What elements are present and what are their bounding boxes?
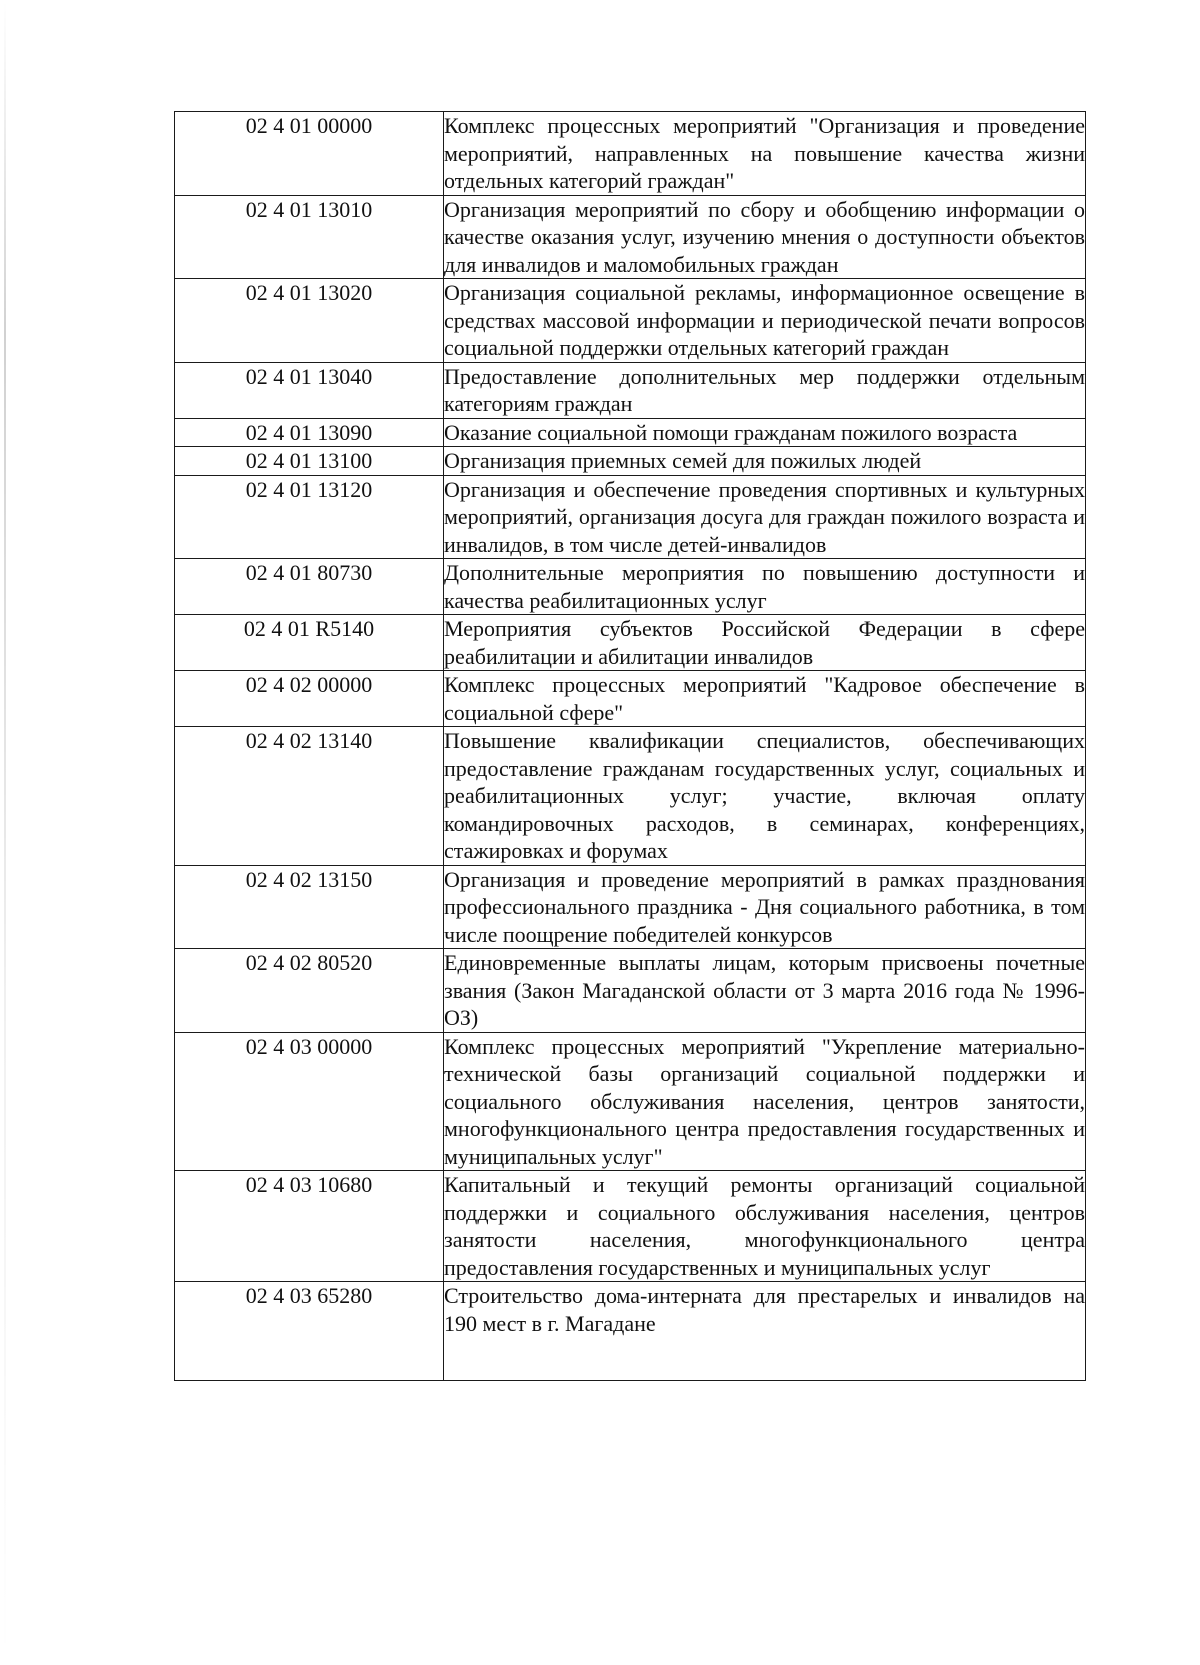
code-cell: 02 4 02 13150 [175,865,444,949]
code-cell: 02 4 01 R5140 [175,615,444,671]
description-cell: Капитальный и текущий ремонты организаций социальной поддержки и социального обслуживания населения, центров занятости населения, многофункционального центра предоставления государственных и муниципальных услуг [444,1172,1085,1280]
description-cell: Дополнительные мероприятия по повышению доступности и качества реабилитационных услуг [444,560,1085,613]
code-cell: 02 4 01 13120 [175,475,444,559]
description-cell: Комплекс процессных мероприятий "Укрепление материально-технической базы организаций социальной поддержки и социального обслуживания населения, центров занятости, многофункционального центра предоставления государственных и муниципальных услуг" [444,1033,1085,1169]
code-cell: 02 4 01 00000 [175,112,444,196]
code-cell: 02 4 02 13140 [175,727,444,866]
code-cell: 02 4 01 80730 [175,559,444,615]
table-row [175,475,1086,559]
description-cell: Единовременные выплаты лицам, которым присвоены почетные звания (Закон Магаданской области от 3 марта 2016 года № 1996-ОЗ) [444,950,1085,1030]
code-cell: 02 4 03 65280 [175,1282,444,1381]
table-row [175,949,1086,1033]
code-cell: 02 4 01 13010 [175,195,444,279]
description-cell: Комплекс процессных мероприятий "Организация и проведение мероприятий, направленных на повышение качества жизни отдельных категорий граждан" [444,113,1085,193]
description-cell: Организация социальной рекламы, информационное освещение в средствах массовой информации и периодической печати вопросов социальной поддержки отдельных категорий граждан [444,280,1085,360]
description-cell: Строительство дома-интерната для престарелых и инвалидов на 190 мест в г. Магадане [444,1282,1086,1381]
code-cell: 02 4 01 13040 [175,362,444,418]
description-cell: Комплекс процессных мероприятий "Кадровое обеспечение в социальной сфере" [444,672,1085,725]
code-cell: 02 4 01 13090 [175,418,444,447]
table-row [175,865,1086,949]
code-cell: 02 4 02 80520 [175,949,444,1033]
code-cell: 02 4 03 10680 [175,1171,444,1282]
page-edge-shadow [4,0,6,1665]
table-row [175,418,1086,447]
description-cell: Мероприятия субъектов Российской Федерации в сфере реабилитации и абилитации инвалидов [444,616,1085,669]
table-row [175,447,1086,476]
table-row [175,112,1086,196]
description-cell: Организация приемных семей для пожилых людей [444,447,1086,476]
table-row [175,671,1086,727]
table-row [175,1032,1086,1171]
table-row [175,559,1086,615]
table-row [175,1171,1086,1282]
table-row [175,615,1086,671]
description-cell: Организация мероприятий по сбору и обобщению информации о качестве оказания услуг, изучению мнения о доступности объектов для инвалидов и маломобильных граждан [444,196,1085,277]
table-row [175,727,1086,866]
table-row [175,279,1086,363]
code-cell: 02 4 01 13100 [175,447,444,476]
budget-codes-table [174,111,1086,1381]
description-cell: Предоставление дополнительных мер поддержки отдельным категориям граждан [444,363,1085,416]
code-cell: 02 4 01 13020 [175,279,444,363]
table-row [175,1282,1086,1381]
description-cell: Организация и проведение мероприятий в рамках празднования профессионального праздника - Дня социального работника, в том числе поощрение победителей конкурсов [444,866,1085,947]
description-cell: Организация и обеспечение проведения спортивных и культурных мероприятий, организация досуга для граждан пожилого возраста и инвалидов, в том числе детей-инвалидов [444,476,1085,557]
code-cell: 02 4 03 00000 [175,1032,444,1171]
description-cell: Оказание социальной помощи гражданам пожилого возраста [444,418,1086,447]
code-cell: 02 4 02 00000 [175,671,444,727]
table-row [175,362,1086,418]
table-row [175,195,1086,279]
description-cell: Повышение квалификации специалистов, обеспечивающих предоставление гражданам государственных услуг, социальных и реабилитационных услуг; участие, включая оплату командировочных расходов, в семинарах, конференциях, стажировках и форумах [444,728,1085,863]
